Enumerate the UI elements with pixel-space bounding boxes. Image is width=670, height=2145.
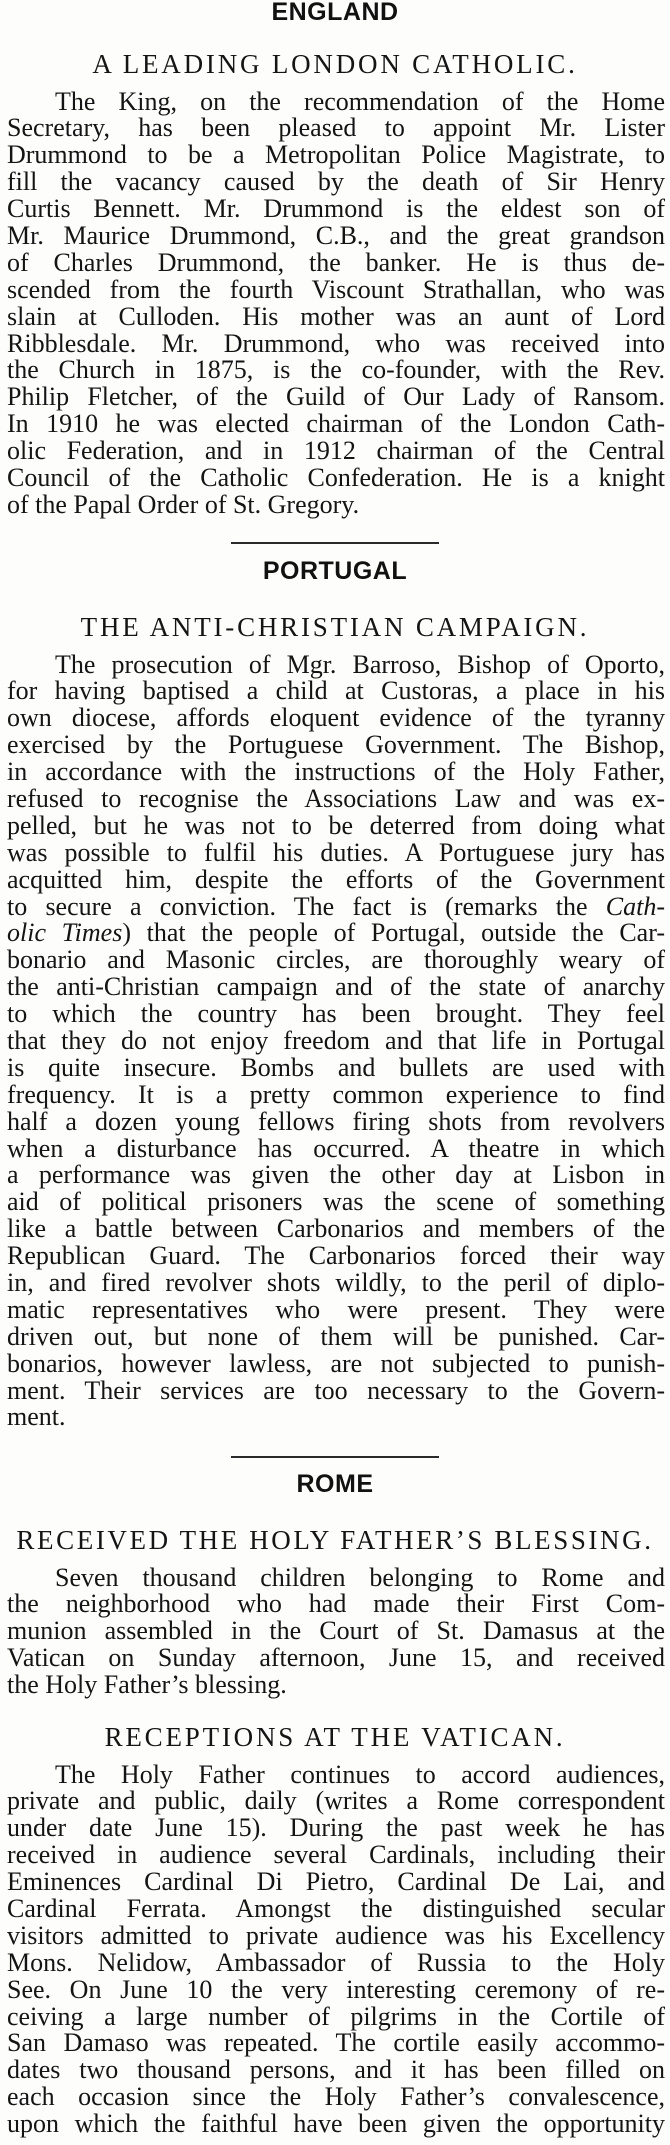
article-line: received in audience several Cardinals, including their xyxy=(7,1840,665,1870)
article-line: ceiving a large number of pilgrims in the Cortile of xyxy=(7,2001,665,2031)
article-line: Seven thousand children belonging to Rome and xyxy=(55,1562,665,1592)
article-line: to which the country has been brought. They feel xyxy=(7,999,665,1029)
article-line-italic-text: Cath- xyxy=(605,891,665,921)
article-line: a performance was given the other day at Lisbon in xyxy=(7,1160,665,1190)
article-line: Philip Fletcher, of the Guild of Our Lady of Ransom. xyxy=(7,382,665,412)
article-line: Secretary, has been pleased to appoint Mr. Lister xyxy=(7,113,665,143)
article-line: olic Federation, and in 1912 chairman of the Central xyxy=(7,436,665,466)
rome-blessing-article-body xyxy=(7,1562,665,1700)
article-line: matic representatives who were present. They were xyxy=(7,1294,665,1324)
article-line: in accordance with the instructions of the Holy Father, xyxy=(7,757,665,787)
article-line-text: ) that the people of Portugal, outside the Car- xyxy=(122,918,666,948)
section-heading-rome: ROME xyxy=(296,1470,374,1498)
article-line: under date June 15). During the past week he has xyxy=(7,1813,665,1843)
rome-blessing-article-headline: RECEIVED THE HOLY FATHER’S BLESSING. xyxy=(16,1525,654,1555)
article-line: was possible to fulfil his duties. A Portuguese jury has xyxy=(7,837,665,867)
article-line: fill the vacancy caused by the death of Sir Henry xyxy=(7,167,665,197)
article-line: visitors admitted to private audience was his Excellency xyxy=(7,1920,665,1950)
article-line: Ribblesdale. Mr. Drummond, who was received into xyxy=(7,328,665,358)
article-line: scended from the fourth Viscount Strathallan, who was xyxy=(7,274,665,304)
article-line: In 1910 he was elected chairman of the London Cath- xyxy=(7,409,665,439)
article-line: ment. xyxy=(7,1402,66,1432)
article-line: Drummond to be a Metropolitan Police Magistrate, to xyxy=(7,140,665,170)
article-line: of Charles Drummond, the banker. He is thus de- xyxy=(7,247,665,277)
article-line: in, and fired revolver shots wildly, to the peril of diplo- xyxy=(7,1267,665,1297)
england-article-body xyxy=(7,86,665,519)
article-line: for having baptised a child at Custoras, a place in his xyxy=(7,676,665,706)
article-line: acquitted him, despite the efforts of the Government xyxy=(7,864,665,894)
portugal-article-headline: THE ANTI-CHRISTIAN CAMPAIGN. xyxy=(80,612,590,642)
article-line: Mons. Nelidow, Ambassador of Russia to the Holy xyxy=(7,1947,665,1977)
article-line: the anti-Christian campaign and of the state of anarchy xyxy=(7,972,665,1002)
article-line: Mr. Maurice Drummond, C.B., and the great grandson xyxy=(7,220,665,250)
section-heading-england: ENGLAND xyxy=(271,0,399,26)
article-line: Republican Guard. The Carbonarios forced their way xyxy=(7,1241,665,1271)
article-line: the Holy Father’s blessing. xyxy=(7,1670,287,1700)
article-line: frequency. It is a pretty common experience to find xyxy=(7,1079,665,1109)
article-line: is quite insecure. Bombs and bullets are used with xyxy=(7,1052,665,1082)
rome-receptions-article-body xyxy=(7,1759,665,2139)
article-line-italic-text: olic Times xyxy=(7,918,123,948)
article-line: See. On June 10 the very interesting ceremony of re- xyxy=(7,1974,665,2004)
section-divider-rule xyxy=(231,1456,439,1458)
article-line-text: to secure a conviction. The fact is (remarks the xyxy=(7,891,606,921)
article-line: The Holy Father continues to accord audiences, xyxy=(55,1759,665,1789)
article-line: when a disturbance has occurred. A theatre in which xyxy=(7,1133,665,1163)
article-line xyxy=(7,891,665,921)
article-line: slain at Culloden. His mother was an aunt of Lord xyxy=(7,301,665,331)
article-line xyxy=(7,920,665,947)
article-line: bonario and Masonic circles, are thoroughly weary of xyxy=(7,945,665,975)
article-line: exercised by the Portuguese Government. The Bishop, xyxy=(7,730,665,760)
article-line: upon which the faithful have been given the opportunity xyxy=(7,2109,665,2139)
article-line: aid of political prisoners was the scene of something xyxy=(7,1187,665,1217)
article-line: that they do not enjoy freedom and that life in Portugal xyxy=(7,1025,665,1055)
article-line: private and public, daily (writes a Rome correspondent xyxy=(7,1786,665,1816)
article-line: Eminences Cardinal Di Pietro, Cardinal De Lai, and xyxy=(7,1867,665,1897)
england-article-headline: A LEADING LONDON CATHOLIC. xyxy=(92,49,578,79)
rome-receptions-article-headline: RECEPTIONS AT THE VATICAN. xyxy=(104,1722,566,1752)
article-line: munion assembled in the Court of St. Damasus at the xyxy=(7,1616,665,1646)
article-line: of the Papal Order of St. Gregory. xyxy=(7,489,360,519)
article-line: Cardinal Ferrata. Amongst the distinguished secular xyxy=(7,1893,665,1923)
article-line: the neighborhood who had made their First Com- xyxy=(7,1589,665,1619)
portugal-article-body xyxy=(7,649,666,1432)
article-line: bonarios, however lawless, are not subjected to punish- xyxy=(7,1348,665,1378)
article-line: San Damaso was repeated. The cortile easily accommo- xyxy=(7,2028,665,2058)
article-line: ment. Their services are too necessary to the Govern- xyxy=(7,1375,665,1405)
section-heading-portugal: PORTUGAL xyxy=(262,557,408,585)
article-line: The prosecution of Mgr. Barroso, Bishop of Oporto, xyxy=(55,649,665,679)
section-divider-rule xyxy=(231,542,439,544)
article-line: each occasion since the Holy Father’s convalescence, xyxy=(7,2082,665,2112)
article-line: Council of the Catholic Confederation. He is a knight xyxy=(7,462,665,492)
article-line: dates two thousand persons, and it has been filled on xyxy=(7,2055,665,2085)
article-line: Curtis Bennett. Mr. Drummond is the eldest son of xyxy=(7,194,665,224)
article-line: pelled, but he was not to be deterred from doing what xyxy=(7,810,665,840)
article-line: half a dozen young fellows firing shots from revolvers xyxy=(7,1106,665,1136)
article-line: the Church in 1875, is the co-founder, with the Rev. xyxy=(7,355,665,385)
article-line: The King, on the recommendation of the Home xyxy=(55,86,665,116)
article-line: like a battle between Carbonarios and members of the xyxy=(7,1214,665,1244)
article-line: Vatican on Sunday afternoon, June 15, and received xyxy=(7,1643,665,1673)
article-line: driven out, but none of them will be punished. Car- xyxy=(7,1321,665,1351)
article-line: own diocese, affords eloquent evidence of the tyranny xyxy=(7,703,665,733)
article-line: refused to recognise the Associations Law and was ex- xyxy=(7,783,665,813)
